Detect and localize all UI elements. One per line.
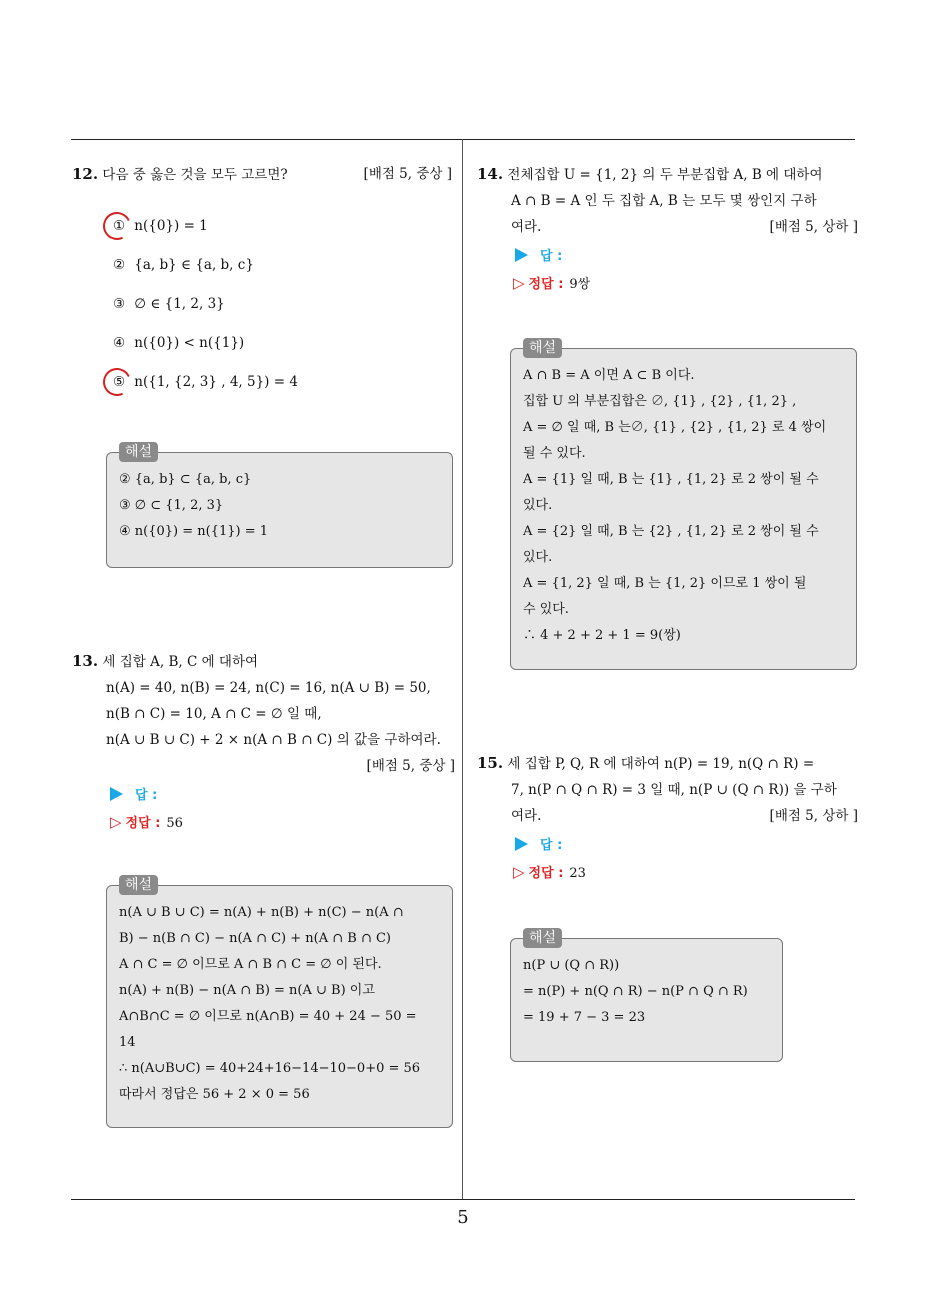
explanation-line: A = ∅ 일 때, B 는∅, {1} , {2} , {1, 2} 로 4 쌍이: [523, 420, 827, 435]
question-number: 14.: [477, 165, 504, 183]
question-number: 12.: [72, 165, 99, 183]
question-15-line-1: [477, 750, 858, 777]
answer-label: 답 :: [135, 788, 158, 803]
choice-mark: ④: [112, 335, 126, 351]
explanation-line: A ∩ C = ∅ 이므로 A ∩ B ∩ C = ∅ 이 된다.: [119, 957, 382, 972]
top-rule: [71, 139, 855, 140]
explanation-line: 집합 U 의 부분집합은 ∅, {1} , {2} , {1, 2} ,: [523, 394, 797, 409]
explanation-line: ③ ∅ ⊂ {1, 2, 3}: [119, 498, 224, 513]
question-text: n(A) = 40, n(B) = 24, n(C) = 16, n(A ∪ B) = 50,: [106, 680, 431, 696]
choice-3[interactable]: [108, 294, 225, 314]
question-text: 세 집합 A, B, C 에 대하여: [102, 654, 259, 670]
choice-text: n({1, {2, 3} , 4, 5}) = 4: [134, 374, 298, 390]
question-number: 13.: [72, 652, 99, 670]
question-12-header: [72, 161, 452, 188]
explanation-line: = n(P) + n(Q ∩ R) − n(P ∩ Q ∩ R): [523, 984, 748, 999]
choice-5[interactable]: [108, 372, 298, 392]
explanation-line: 따라서 정답은 56 + 2 × 0 = 56: [119, 1087, 310, 1102]
explanation-line: A ∩ B = A 이면 A ⊂ B 이다.: [523, 368, 695, 383]
explanation-line: A = {2} 일 때, B 는 {2} , {1, 2} 로 2 쌍이 될 수: [523, 524, 819, 539]
question-text: 여라.: [511, 808, 542, 824]
correct-label: 정답 :: [528, 277, 564, 292]
outline-triangle-icon: ▷: [513, 274, 525, 292]
correct-answer-row: [477, 270, 858, 298]
question-meta: [배점 5, 상하 ]: [769, 219, 858, 235]
explanation-line: ∴ 4 + 2 + 2 + 1 = 9(쌍): [523, 628, 681, 643]
explanation-line: n(A) + n(B) − n(A ∩ B) = n(A ∪ B) 이고: [119, 983, 375, 998]
question-meta: [배점 5, 상하 ]: [769, 808, 858, 824]
question-12: [72, 161, 452, 188]
explanation-line: 있다.: [523, 550, 553, 565]
explanation-line: A = {1, 2} 일 때, B 는 {1, 2} 이므로 1 쌍이 될: [523, 576, 807, 591]
choice-mark: ②: [112, 257, 126, 273]
explanation-box-12: [106, 444, 453, 568]
choice-mark: ⑤: [108, 372, 130, 392]
question-14-line-1: [477, 161, 858, 188]
choice-mark: ①: [108, 216, 130, 236]
correct-answer-row: [477, 859, 858, 887]
correct-label: 정답 :: [528, 866, 564, 881]
question-text-last: [477, 214, 858, 240]
play-triangle-icon: [515, 837, 528, 851]
question-text: n(B ∩ C) = 10, A ∩ C = ∅ 일 때,: [106, 706, 322, 722]
question-number: 15.: [477, 754, 504, 772]
correct-value: 23: [569, 866, 586, 881]
answer-label: 답 :: [540, 838, 563, 853]
explanation-line: 14: [119, 1035, 136, 1050]
explanation-line: ④ n({0}) = n({1}) = 1: [119, 524, 269, 539]
explanation-box-14: [510, 340, 857, 670]
correct-answer-row: [72, 809, 455, 837]
choice-1[interactable]: [108, 216, 208, 236]
column-divider: [462, 139, 463, 1200]
explanation-line: n(P ∪ (Q ∩ R)): [523, 958, 620, 973]
correct-label: 정답 :: [125, 816, 161, 831]
correct-value: 9쌍: [569, 277, 591, 292]
choice-mark: ③: [112, 296, 126, 312]
question-text: 세 집합 P, Q, R 에 대하여 n(P) = 19, n(Q ∩ R) =: [507, 756, 815, 772]
question-text: n(A ∪ B ∪ C) + 2 × n(A ∩ B ∩ C) 의 값을 구하여라.: [106, 732, 441, 748]
explanation-tag: 해설: [523, 338, 562, 358]
answer-row[interactable]: [72, 783, 455, 809]
answer-row[interactable]: [477, 833, 858, 859]
answer-row[interactable]: [477, 244, 858, 270]
question-text: A ∩ B = A 인 두 집합 A, B 는 모두 몇 쌍인지 구하: [511, 193, 817, 209]
explanation-tag: 해설: [119, 442, 158, 462]
choice-2[interactable]: [108, 255, 254, 275]
question-text: 다음 중 옳은 것을 모두 고르면?: [102, 167, 288, 183]
choice-4[interactable]: [108, 333, 244, 353]
explanation-box-15: [510, 930, 783, 1062]
choice-text: {a, b} ∈ {a, b, c}: [134, 257, 254, 273]
choice-text: ∅ ∈ {1, 2, 3}: [134, 296, 225, 312]
explanation-line: n(A ∪ B ∪ C) = n(A) + n(B) + n(C) − n(A ∩: [119, 905, 404, 920]
play-triangle-icon: [110, 787, 123, 801]
explanation-line: A∩B∩C = ∅ 이므로 n(A∩B) = 40 + 24 − 50 =: [119, 1009, 417, 1024]
explanation-tag: 해설: [119, 875, 158, 895]
page-number: 5: [457, 1207, 469, 1228]
play-triangle-icon: [515, 248, 528, 262]
explanation-line: 수 있다.: [523, 602, 569, 617]
explanation-line: B) − n(B ∩ C) − n(A ∩ C) + n(A ∩ B ∩ C): [119, 931, 391, 946]
question-text: 여라.: [511, 219, 542, 235]
question-text-last: [477, 803, 858, 829]
question-meta: [배점 5, 중상 ]: [363, 166, 452, 182]
explanation-line: = 19 + 7 − 3 = 23: [523, 1010, 646, 1025]
question-meta: [배점 5, 중상 ]: [366, 758, 455, 774]
question-15: [477, 750, 858, 887]
outline-triangle-icon: ▷: [110, 813, 122, 831]
explanation-line: 있다.: [523, 498, 553, 513]
question-14: [477, 161, 858, 298]
bottom-rule: [71, 1199, 855, 1200]
question-text: 전체집합 U = {1, 2} 의 두 부분집합 A, B 에 대하여: [507, 167, 823, 183]
explanation-tag: 해설: [523, 928, 562, 948]
choice-text: n({0}) < n({1}): [134, 335, 245, 351]
question-13-line-1: [72, 648, 455, 675]
explanation-box-13: [106, 877, 453, 1128]
explanation-line: ∴ n(A∪B∪C) = 40+24+16−14−10−0+0 = 56: [119, 1061, 421, 1076]
question-13: [72, 648, 455, 837]
explanation-line: ② {a, b} ⊂ {a, b, c}: [119, 472, 252, 487]
answer-label: 답 :: [540, 249, 563, 264]
correct-value: 56: [166, 816, 183, 831]
outline-triangle-icon: ▷: [513, 863, 525, 881]
explanation-line: 될 수 있다.: [523, 446, 586, 461]
choice-text: n({0}) = 1: [134, 218, 208, 234]
question-text: 7, n(P ∩ Q ∩ R) = 3 일 때, n(P ∪ (Q ∩ R)) 을 구하: [511, 782, 837, 798]
explanation-line: A = {1} 일 때, B 는 {1} , {1, 2} 로 2 쌍이 될 수: [523, 472, 819, 487]
